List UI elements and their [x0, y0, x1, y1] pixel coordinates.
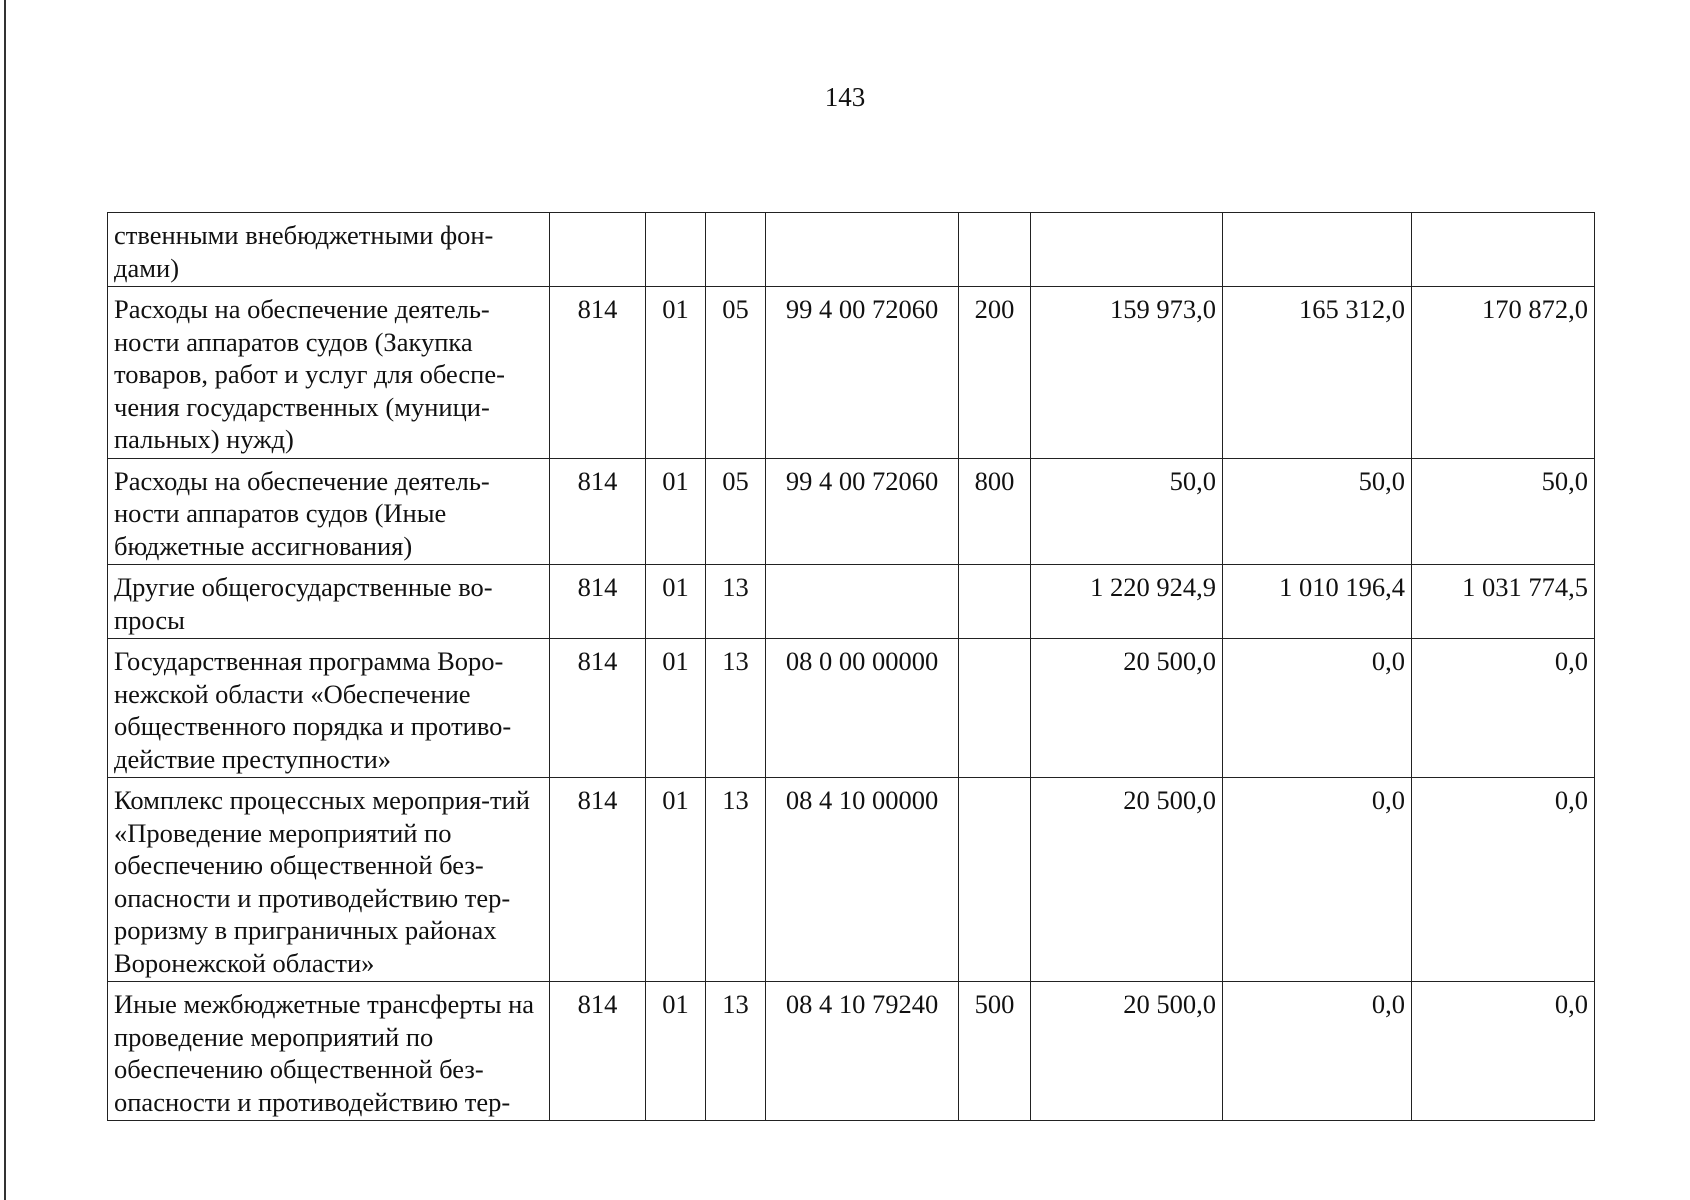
- table-row: [108, 982, 1595, 1121]
- row-name: Расходы на обеспечение деятель-ности аппаратов судов (Закупка товаров, работ и услуг для обеспе-чения государственных (муници-пальных) нужд): [108, 287, 550, 459]
- target-article-cell: 99 4 00 72060: [766, 458, 959, 565]
- section-cell: 01: [646, 565, 706, 639]
- subsection-cell: [706, 213, 766, 287]
- amount-year-1: 20 500,0: [1031, 639, 1223, 778]
- amount-year-3: 0,0: [1412, 778, 1595, 982]
- amount-year-3: 170 872,0: [1412, 287, 1595, 459]
- amount-year-3: 0,0: [1412, 639, 1595, 778]
- row-name: Другие общегосударственные во-просы: [108, 565, 550, 639]
- amount-year-1: 20 500,0: [1031, 778, 1223, 982]
- grbs-cell: 814: [550, 778, 646, 982]
- amount-year-2: 165 312,0: [1223, 287, 1412, 459]
- table-row: [108, 639, 1595, 778]
- target-article-cell: 08 4 10 79240: [766, 982, 959, 1121]
- section-cell: [646, 213, 706, 287]
- expense-type-cell: [959, 565, 1031, 639]
- table-row: [108, 565, 1595, 639]
- subsection-cell: 13: [706, 778, 766, 982]
- amount-year-3: [1412, 213, 1595, 287]
- row-name: Иные межбюджетные трансферты на проведение мероприятий по обеспечению общественной без-опасности и противодействию тер-: [108, 982, 550, 1121]
- section-cell: 01: [646, 639, 706, 778]
- amount-year-2: 0,0: [1223, 778, 1412, 982]
- expense-type-cell: 500: [959, 982, 1031, 1121]
- grbs-cell: 814: [550, 565, 646, 639]
- grbs-cell: 814: [550, 639, 646, 778]
- target-article-cell: [766, 565, 959, 639]
- expense-type-cell: 800: [959, 458, 1031, 565]
- section-cell: 01: [646, 458, 706, 565]
- amount-year-1: 1 220 924,9: [1031, 565, 1223, 639]
- amount-year-2: 1 010 196,4: [1223, 565, 1412, 639]
- subsection-cell: 13: [706, 565, 766, 639]
- section-cell: 01: [646, 982, 706, 1121]
- subsection-cell: 13: [706, 982, 766, 1121]
- target-article-cell: 08 0 00 00000: [766, 639, 959, 778]
- amount-year-3: 50,0: [1412, 458, 1595, 565]
- row-name: Расходы на обеспечение деятель-ности аппаратов судов (Иные бюджетные ассигнования): [108, 458, 550, 565]
- subsection-cell: 13: [706, 639, 766, 778]
- scan-edge-line: [4, 0, 6, 1200]
- table-row: [108, 778, 1595, 982]
- table-row: [108, 213, 1595, 287]
- expense-type-cell: 200: [959, 287, 1031, 459]
- expense-type-cell: [959, 213, 1031, 287]
- grbs-cell: 814: [550, 982, 646, 1121]
- amount-year-1: 50,0: [1031, 458, 1223, 565]
- section-cell: 01: [646, 778, 706, 982]
- amount-year-2: 0,0: [1223, 639, 1412, 778]
- amount-year-1: [1031, 213, 1223, 287]
- amount-year-3: 1 031 774,5: [1412, 565, 1595, 639]
- target-article-cell: 99 4 00 72060: [766, 287, 959, 459]
- target-article-cell: [766, 213, 959, 287]
- budget-table: [107, 212, 1595, 1121]
- amount-year-2: [1223, 213, 1412, 287]
- row-name: ственными внебюджетными фон-дами): [108, 213, 550, 287]
- target-article-cell: 08 4 10 00000: [766, 778, 959, 982]
- table-row: [108, 287, 1595, 459]
- subsection-cell: 05: [706, 287, 766, 459]
- subsection-cell: 05: [706, 458, 766, 565]
- row-name: Комплекс процессных мероприя-тий «Проведение мероприятий по обеспечению общественной без-опасности и противодействию тер-роризму в приграничных районах Воронежской области»: [108, 778, 550, 982]
- expense-type-cell: [959, 639, 1031, 778]
- amount-year-1: 159 973,0: [1031, 287, 1223, 459]
- page-number: 143: [824, 82, 866, 112]
- grbs-cell: [550, 213, 646, 287]
- section-cell: 01: [646, 287, 706, 459]
- amount-year-3: 0,0: [1412, 982, 1595, 1121]
- amount-year-2: 0,0: [1223, 982, 1412, 1121]
- amount-year-2: 50,0: [1223, 458, 1412, 565]
- amount-year-1: 20 500,0: [1031, 982, 1223, 1121]
- row-name: Государственная программа Воро-нежской области «Обеспечение общественного порядка и противо-действие преступности»: [108, 639, 550, 778]
- grbs-cell: 814: [550, 458, 646, 565]
- grbs-cell: 814: [550, 287, 646, 459]
- expense-type-cell: [959, 778, 1031, 982]
- table-row: [108, 458, 1595, 565]
